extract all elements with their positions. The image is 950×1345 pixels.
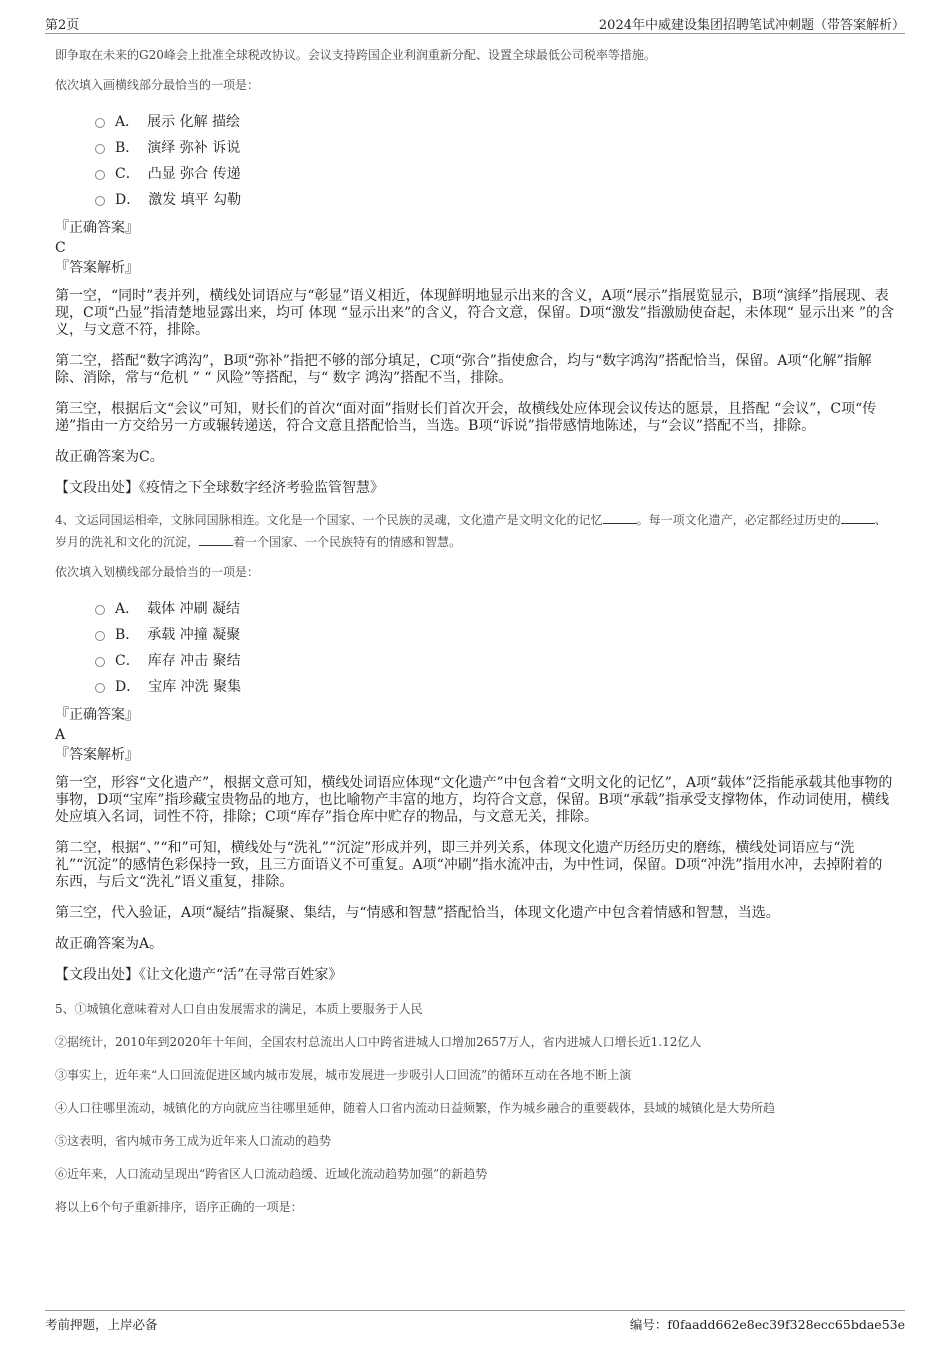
q4-analysis-2: 第二空，根据“、”“和”可知，横线处与“洗礼”“沉淀”形成并列，即三并列关系，体现文化遗产历经历史的磨练，横线处词语应与“洗礼”“沉淀”的感情色彩保持一致，且三方面语义不可重复。A项“冲刷”指水流冲击，为中性词，保留。D项“冲洗”指用水冲，去掉附着的东西，与后文“洗礼”语义重复，排除。 — [55, 840, 883, 890]
q4-option-c[interactable]: C． 库存 冲击 聚结 — [95, 647, 895, 673]
q5-prompt: 将以上6个句子重新排序，语序正确的一项是： — [55, 1200, 303, 1214]
radio-icon[interactable] — [95, 196, 105, 206]
page-number: 第2页 — [45, 18, 80, 33]
radio-icon[interactable] — [95, 144, 105, 154]
q4-options — [95, 595, 895, 699]
q3-analysis-label: 『答案解析』 — [55, 260, 139, 276]
q3-option-d[interactable]: D． 激发 填平 勾勒 — [95, 186, 895, 212]
q3-prompt: 依次填入画横线部分最恰当的一项是： — [55, 78, 260, 92]
q4-analysis-3: 第三空，代入验证，A项“凝结”指凝聚、集结，与“情感和智慧”搭配恰当，体现文化遗产中包含着情感和智慧，当选。 — [55, 905, 780, 921]
q3-options — [95, 108, 895, 212]
q3-answer: C — [55, 240, 66, 256]
q4-analysis-1: 第一空，形容“文化遗产”，根据文意可知，横线处词语应体现“文化遗产”中包含着“文明文化的记忆”，A项“载体”泛指能承载其他事物的事物，D项“宝库”指珍藏宝贵物品的地方，也比喻物产丰富的地方，均符合文意，保留。B项“承载”指承受支撑物体，作动词使用，横线处应填入名词，词性不符，排除；C项“库存”指仓库中贮存的物品，与文意无关，排除。 — [55, 775, 893, 825]
document-body — [55, 44, 895, 1218]
q3-option-b[interactable]: B． 演绎 弥补 诉说 — [95, 134, 895, 160]
q3-analysis-1: 第一空，“同时”表并列，横线处词语应与“彰显”语义相近，体现鲜明地显示出来的含义，A项“展示”指展览显示，B项“演绎”指展现、表现，C项“凸显”指清楚地显露出来，均可 体现 “显示出来”的含义，符合文意，保留。D项“激发”指激励使奋起，未体现“ 显示出来 ”的含义，与文意不符，排除。 — [55, 288, 894, 338]
q3-analysis-2: 第二空，搭配“数字鸿沟”，B项“弥补”指把不够的部分填足，C项“弥合”指使愈合，均与“数字鸿沟”搭配恰当，保留。A项“化解”指解除、消除，常与“危机 ” “ 风险”等搭配，与“ 数字 鸿沟”搭配不当，排除。 — [55, 353, 872, 386]
radio-icon[interactable] — [95, 605, 105, 615]
q4-conclusion: 故正确答案为A。 — [55, 936, 164, 952]
radio-icon[interactable] — [95, 683, 105, 693]
q3-source: 【文段出处】《疫情之下全球数字经济考验监管智慧》 — [55, 480, 384, 496]
q3-text-tail: 即争取在未来的G20峰会上批准全球税改协议。会议支持跨国企业利润重新分配、设置全球最低公司税率等措施。 — [55, 48, 656, 62]
q4-prompt: 依次填入划横线部分最恰当的一项是： — [55, 565, 260, 579]
q5-sentence-1: 5、①城镇化意味着对人口自由发展需求的满足，本质上要服务于人民 — [55, 1002, 423, 1016]
radio-icon[interactable] — [95, 118, 105, 128]
q3-answer-label: 『正确答案』 — [55, 220, 139, 236]
radio-icon[interactable] — [95, 657, 105, 667]
blank-3 — [199, 534, 233, 546]
q4-option-d[interactable]: D． 宝库 冲洗 聚集 — [95, 673, 895, 699]
q5-sentence-3: ③事实上，近年来“人口回流促进区域内城市发展，城市发展进一步吸引人口回流”的循环互动在各地不断上演 — [55, 1068, 632, 1082]
q3-analysis-3: 第三空，根据后文“会议”可知，财长们的首次“面对面”指财长们首次开会，故横线处应体现会议传达的愿景，且搭配 “会议”，C项“传递”指由一方交给另一方或辗转递送，符合文意且搭配恰当，当选。B项“诉说”指带感情地陈述，与“会议”搭配不当，排除。 — [55, 401, 877, 434]
q5-sentence-5: ⑤这表明，省内城市务工成为近年来人口流动的趋势 — [55, 1134, 332, 1148]
radio-icon[interactable] — [95, 170, 105, 180]
q3-option-c[interactable]: C． 凸显 弥合 传递 — [95, 160, 895, 186]
q3-conclusion: 故正确答案为C。 — [55, 449, 164, 465]
q5-sentence-6: ⑥近年来，人口流动呈现出“跨省区人口流动趋缓、近域化流动趋势加强”的新趋势 — [55, 1167, 488, 1181]
radio-icon[interactable] — [95, 631, 105, 641]
page-footer — [45, 1310, 905, 1334]
page-header — [45, 14, 905, 34]
document-title: 2024年中威建设集团招聘笔试冲刺题（带答案解析） — [598, 18, 905, 33]
q4-answer-label: 『正确答案』 — [55, 707, 139, 723]
q4-analysis-label: 『答案解析』 — [55, 747, 139, 763]
q3-option-a[interactable]: A． 展示 化解 描绘 — [95, 108, 895, 134]
q4-answer: A — [55, 727, 66, 743]
blank-1 — [603, 512, 637, 524]
q5-sentence-2: ②据统计，2010年到2020年十年间，全国农村总流出人口中跨省进城人口增加2657万人，省内进城人口增长近1.12亿人 — [55, 1035, 702, 1049]
q4-text: 4、文运同国运相牵，文脉同国脉相连。文化是一个国家、一个民族的灵魂，文化遗产是文明文化的记忆 。每一项文化遗产，必定都经过历史的 、岁月的洗礼和文化的沉淀， 着一个国家、一个民族特有的情感和智慧。 — [55, 513, 887, 549]
q5-sentence-4: ④人口往哪里流动，城镇化的方向就应当往哪里延伸，随着人口省内流动日益频繁，作为城乡融合的重要载体，县域的城镇化是大势所趋 — [55, 1101, 776, 1115]
document-id: 编号：f0faadd662e8ec39f328ecc65bdae53e — [629, 1317, 905, 1332]
q4-source: 【文段出处】《让文化遗产“活”在寻常百姓家》 — [55, 967, 343, 983]
q4-option-b[interactable]: B． 承载 冲撞 凝聚 — [95, 621, 895, 647]
blank-2 — [841, 512, 875, 524]
footer-slogan: 考前押题，上岸必备 — [45, 1317, 158, 1332]
q4-option-a[interactable]: A． 载体 冲刷 凝结 — [95, 595, 895, 621]
